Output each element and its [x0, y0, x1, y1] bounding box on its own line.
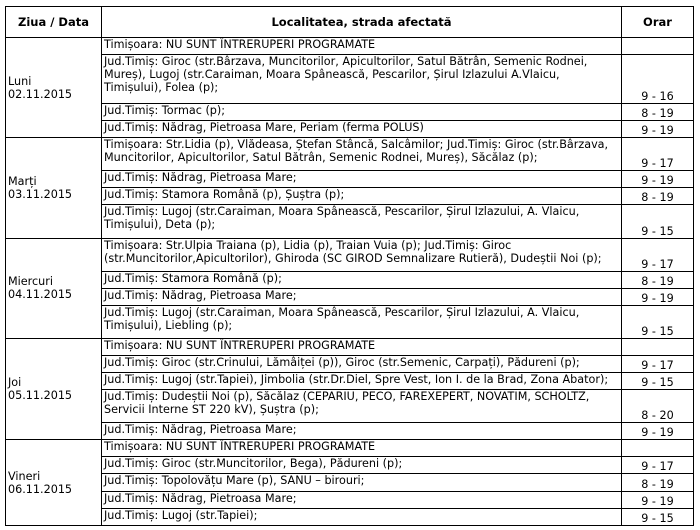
header-day: Ziua / Data	[6, 7, 102, 38]
hours-cell	[622, 440, 694, 457]
day-cell	[6, 138, 102, 238]
location-cell: Timișoara: NU SUNT ÎNTRERUPERI PROGRAMATE	[102, 338, 622, 355]
table-row	[6, 491, 694, 508]
table-row	[6, 104, 694, 121]
location-cell: Jud.Timiș: Nădrag, Pietroasa Mare;	[102, 288, 622, 305]
day-name: Luni	[8, 74, 32, 88]
hours-cell: 9 - 17	[622, 355, 694, 372]
table-row	[6, 238, 694, 271]
location-cell: Timișoara: NU SUNT ÎNTRERUPERI PROGRAMATE	[102, 38, 622, 55]
location-cell: Jud.Timiș: Nădrag, Pietroasa Mare, Periam (ferma POLUS)	[102, 121, 622, 138]
table-row	[6, 171, 694, 188]
location-cell: Jud.Timiș: Tormac (p);	[102, 104, 622, 121]
hours-cell: 8 - 19	[622, 104, 694, 121]
table-row	[6, 205, 694, 238]
location-cell: Jud.Timiș: Lugoj (str.Tapiei), Jimbolia (str.Dr.Diel, Spre Vest, Ion I. de la Brad, Zona Abator);	[102, 372, 622, 389]
hours-cell: 9 - 19	[622, 491, 694, 508]
table-row	[6, 355, 694, 372]
location-cell: Jud.Timiș: Nădrag, Pietroasa Mare;	[102, 423, 622, 440]
table-row	[6, 423, 694, 440]
hours-cell: 9 - 16	[622, 55, 694, 104]
location-cell: Jud.Timiș: Lugoj (str.Caraiman, Moara Spânească, Pescarilor, Șirul Izlazului, A. Vlaicu, Timișului), Deta (p);	[102, 205, 622, 238]
schedule-body	[6, 38, 694, 526]
table-row	[6, 508, 694, 525]
hours-cell: 9 - 19	[622, 171, 694, 188]
day-date: 02.11.2015	[8, 87, 73, 101]
outage-schedule-table	[5, 6, 694, 526]
day-name: Joi	[8, 375, 22, 389]
hours-cell: 8 - 19	[622, 188, 694, 205]
hours-cell	[622, 338, 694, 355]
table-row	[6, 457, 694, 474]
day-cell	[6, 238, 102, 338]
table-row	[6, 372, 694, 389]
hours-cell: 9 - 17	[622, 138, 694, 171]
location-cell: Jud.Timiș: Dudeștii Noi (p), Săcălaz (CEPARIU, PECO, FAREXEPERT, NOVATIM, SCHOLTZ, Servicii Interne ST 220 kV), Șuștra (p);	[102, 390, 622, 423]
day-cell	[6, 38, 102, 138]
hours-cell: 9 - 15	[622, 372, 694, 389]
hours-cell: 9 - 15	[622, 508, 694, 525]
table-row	[6, 188, 694, 205]
table-row	[6, 338, 694, 355]
day-name: Marți	[8, 174, 37, 188]
location-cell: Jud.Timiș: Nădrag, Pietroasa Mare;	[102, 171, 622, 188]
header-location: Localitatea, strada afectată	[102, 7, 622, 38]
day-date: 05.11.2015	[8, 388, 73, 402]
table-row	[6, 38, 694, 55]
location-cell: Jud.Timiș: Giroc (str.Bârzava, Muncitorilor, Apicultorilor, Satul Bătrân, Semenic Rodnei, Mureș), Lugoj (str.Caraiman, Moara Spânească, Pescarilor, Șirul Izlazului A.Vlaicu, Timișului), Folea (p);	[102, 55, 622, 104]
day-name: Miercuri	[8, 275, 53, 289]
table-row	[6, 390, 694, 423]
location-cell: Jud.Timiș: Lugoj (str.Caraiman, Moara Spânească, Pescarilor, Șirul Izlazului, A. Vlaicu, Timișului), Liebling (p);	[102, 305, 622, 338]
day-name: Vineri	[8, 469, 41, 483]
day-date: 04.11.2015	[8, 288, 73, 302]
hours-cell: 9 - 17	[622, 238, 694, 271]
table-row	[6, 474, 694, 491]
location-cell: Jud.Timiș: Lugoj (str.Tapiei);	[102, 508, 622, 525]
hours-cell: 8 - 19	[622, 271, 694, 288]
hours-cell: 9 - 15	[622, 205, 694, 238]
location-cell: Jud.Timiș: Giroc (str.Crinului, Lămâiței (p)), Giroc (str.Semenic, Carpați), Pădureni (p);	[102, 355, 622, 372]
table-row	[6, 55, 694, 104]
hours-cell: 8 - 19	[622, 474, 694, 491]
header-hours: Orar	[622, 7, 694, 38]
hours-cell	[622, 38, 694, 55]
location-cell: Jud.Timiș: Nădrag, Pietroasa Mare;	[102, 491, 622, 508]
table-row	[6, 121, 694, 138]
location-cell: Jud.Timiș: Stamora Română (p);	[102, 271, 622, 288]
location-cell: Timișoara: NU SUNT ÎNTRERUPERI PROGRAMATE	[102, 440, 622, 457]
location-cell: Jud.Timiș: Topolovățu Mare (p), SANU – birouri;	[102, 474, 622, 491]
hours-cell: 8 - 20	[622, 390, 694, 423]
hours-cell: 9 - 17	[622, 457, 694, 474]
location-cell: Timișoara: Str.Ulpia Traiana (p), Lidia (p), Traian Vuia (p); Jud.Timiș: Giroc (str.Muncitorilor,Apicultorilor), Ghiroda (SC GIROD Semnalizare Rutieră), Dudeștii Noi (p);	[102, 238, 622, 271]
location-cell: Timișoara: Str.Lidia (p), Vlădeasa, Ștefan Stâncă, Salcâmilor; Jud.Timiș: Giroc (str.Bârzava, Muncitorilor, Apicultorilor, Satul Bătrân, Semenic Rodnei, Mureș), Săcălaz (p);	[102, 138, 622, 171]
table-row	[6, 440, 694, 457]
day-cell	[6, 338, 102, 439]
day-date: 03.11.2015	[8, 187, 73, 201]
day-cell	[6, 440, 102, 526]
location-cell: Jud.Timiș: Stamora Română (p), Șuștra (p);	[102, 188, 622, 205]
hours-cell: 9 - 19	[622, 423, 694, 440]
table-row	[6, 305, 694, 338]
table-row	[6, 271, 694, 288]
header-row	[6, 7, 694, 38]
location-cell: Jud.Timiș: Giroc (str.Muncitorilor, Bega), Pădureni (p);	[102, 457, 622, 474]
hours-cell: 9 - 15	[622, 305, 694, 338]
table-row	[6, 138, 694, 171]
hours-cell: 9 - 19	[622, 121, 694, 138]
day-date: 06.11.2015	[8, 482, 73, 496]
hours-cell: 9 - 19	[622, 288, 694, 305]
table-row	[6, 288, 694, 305]
